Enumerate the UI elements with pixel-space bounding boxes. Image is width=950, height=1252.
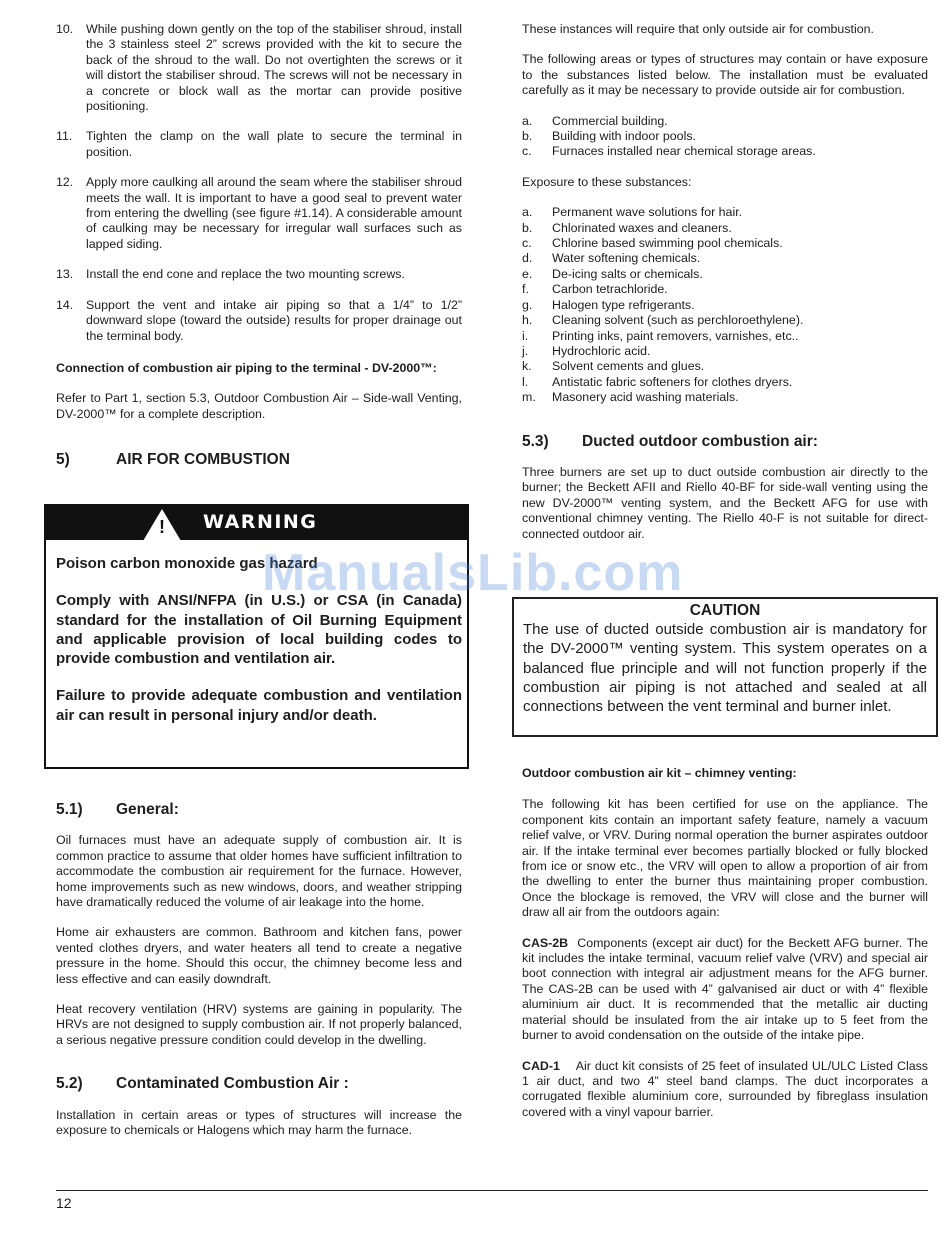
list-item bbox=[56, 298, 462, 344]
general-paragraph: Oil furnaces must have an adequate supply of combustion air. It is common practice to assume that older homes have sufficient infiltration to accommodate the combustion air requirement for the furnace. However, home improvements such as new windows, doors, and weather stripping have dramatically reduced the volume of air leakage into the home. bbox=[56, 833, 462, 910]
list-item bbox=[56, 129, 462, 160]
list-item: b. Chlorinated waxes and cleaners. bbox=[522, 220, 732, 235]
list-item: c. Chlorine based swimming pool chemicals. bbox=[522, 236, 783, 251]
warning-body bbox=[56, 554, 462, 725]
section-title: AIR FOR COMBUSTION bbox=[116, 451, 290, 469]
warning-failure: Failure to provide adequate combustion and ventilation air can result in personal injury and/or death. bbox=[56, 687, 462, 724]
item-text: Tighten the clamp on the wall plate to secure the terminal in position. bbox=[86, 129, 462, 159]
intro-paragraph: The following areas or types of structures may contain or have exposure to the substances listed below. The installation must be evaluated carefully as it may be necessary to provide outside air for combustion. bbox=[522, 52, 928, 98]
exclamation-icon: ! bbox=[159, 517, 165, 537]
caution-text: The use of ducted outside combustion air is mandatory for the DV-2000™ venting system. This system operates on a balanced flue principle and will not function properly if the combustion air piping is not attached and sealed at all connections between the vent terminal and burner inlet. bbox=[523, 621, 927, 716]
list-item bbox=[56, 22, 462, 114]
list-item: f. Carbon tetrachloride. bbox=[522, 282, 668, 297]
left-column bbox=[56, 22, 462, 468]
caution-title: CAUTION bbox=[689, 602, 761, 619]
cas-label: CAS-2B bbox=[522, 935, 569, 950]
warning-label: WARNING bbox=[203, 511, 318, 533]
cad-paragraph bbox=[522, 1059, 928, 1121]
list-item: m. Masonery acid washing materials. bbox=[522, 390, 739, 405]
list-item: h. Cleaning solvent (such as perchloroethylene). bbox=[522, 313, 804, 328]
item-number: 10. bbox=[56, 22, 74, 36]
list-item: a. Permanent wave solutions for hair. bbox=[522, 205, 743, 220]
list-item bbox=[56, 267, 462, 282]
item-number: 11. bbox=[56, 129, 73, 144]
list-item: d. Water softening chemicals. bbox=[522, 251, 701, 266]
caution-box bbox=[512, 597, 938, 737]
general-paragraph: Heat recovery ventilation (HRV) systems are gaining in popularity. The HRVs are not designed to supply combustion air. If not properly balanced, a serious negative pressure condition could develop in the dwelling. bbox=[56, 1002, 462, 1047]
item-text: Apply more caulking all around the seam where the stabiliser shroud meets the wall. It is important to have a good seal to prevent water from entering the dwelling (see figure #1.14). A considerable amount of caulking may be necessary for irregular wall surfaces such as lapped siding. bbox=[86, 175, 462, 251]
section-number: 5.2) bbox=[56, 1075, 83, 1093]
left-column-lower bbox=[56, 802, 462, 1139]
item-text: Install the end cone and replace the two mounting screws. bbox=[86, 267, 405, 282]
page-number: 12 bbox=[56, 1195, 72, 1211]
intro-paragraph: These instances will require that only outside air for combustion. bbox=[522, 22, 874, 36]
list-item: i. Printing inks, paint removers, varnishes, etc.. bbox=[522, 328, 799, 343]
footer-divider bbox=[56, 1190, 928, 1191]
warning-hazard: Poison carbon monoxide gas hazard bbox=[56, 555, 318, 572]
cas-text: Components (except air duct) for the Beckett AFG burner. The kit includes the intake terminal, vacuum relief valve (VRV) and special air boot connection with integral air adjustment means for the AFG burner. The CAS-2B can be used with 4” galvanised air duct or with 4” flexible aluminium air duct. It is recommended that the metallic air ducting material should be insulated from the air intake up to 5 feet from the burner to avoid condensation on the outside of the intake pipe. bbox=[522, 935, 928, 1043]
list-item: a. Commercial building. bbox=[522, 113, 668, 128]
item-number: 13. bbox=[56, 267, 74, 282]
warning-comply: Comply with ANSI/NFPA (in U.S.) or CSA (in Canada) standard for the installation of Oil Burning Equipment and applicable provision of local building codes to provide combustion and ventilation air. bbox=[56, 592, 462, 668]
ducted-text: Three burners are set up to duct outside combustion air directly to the burner; the Beckett AFII and Riello 40-BF for side-wall venting using the new DV-2000™ venting system, and the Beckett AFG for use with conventional chimney venting. The Riello 40-F is not suitable for direct-connected outdoor air. bbox=[522, 464, 928, 541]
list-item bbox=[56, 175, 462, 252]
exposure-intro: Exposure to these substances: bbox=[522, 174, 692, 189]
section-heading-5-2 bbox=[56, 1076, 462, 1091]
item-number: 14. bbox=[56, 297, 74, 312]
right-column-lower bbox=[522, 766, 928, 1120]
contaminated-text: Installation in certain areas or types of structures will increase the exposure to chemicals or Halogens which may harm the furnace. bbox=[56, 1107, 462, 1138]
section-heading-5-1 bbox=[56, 802, 462, 817]
list-item: l. Antistatic fabric softeners for clothes dryers. bbox=[522, 374, 793, 389]
list-item: b. Building with indoor pools. bbox=[522, 129, 696, 144]
substances-list bbox=[522, 205, 928, 405]
item-number: 12. bbox=[56, 175, 74, 190]
kit-text: The following kit has been certified for use on the appliance. The component kits contain an important safety feature, namely a vacuum relief valve, or VRV. During normal operation the burner aspirates outdoor air. If the intake terminal ever becomes partially blocked or fully blocked from ice or snow etc., the VRV will open to allow a proportion of air from the dwelling to enter the burner thus maintaining proper combustion. Once the blockage is removed, the VRV will close and the burner will draw all air from the outdoors again: bbox=[522, 797, 928, 920]
cas-paragraph bbox=[522, 936, 928, 1044]
section-title: General: bbox=[116, 801, 179, 818]
cad-label: CAD-1 bbox=[522, 1058, 560, 1073]
list-item: j. Hydrochloric acid. bbox=[522, 343, 651, 358]
item-text: While pushing down gently on the top of the stabiliser shroud, install the 3 stainless steel 2” screws provided with the kit to secure the back of the shroud to the wall. Do not overtighten the screws or it will distort the stabiliser shroud. The screws will not be necessary in a concrete or block wall as the mortar can provide positive positioning. bbox=[86, 22, 462, 114]
connection-heading: Connection of combustion air piping to the terminal - DV-2000™: bbox=[56, 360, 437, 375]
areas-list bbox=[522, 114, 928, 160]
cad-text: Air duct kit consists of 25 feet of insulated UL/ULC Listed Class 1 air duct, and two 4” steel band clamps. The duct incorporates a corrugated flexible aluminium core, surrounded by fibreglass insulation covered with a vinyl vapour barrier. bbox=[522, 1058, 928, 1119]
connection-text: Refer to Part 1, section 5.3, Outdoor Combustion Air – Side-wall Venting, DV-2000™ for a complete description. bbox=[56, 391, 462, 421]
list-item: c. Furnaces installed near chemical storage areas. bbox=[522, 144, 816, 159]
section-number: 5.3) bbox=[522, 432, 549, 450]
section-title: Contaminated Combustion Air : bbox=[116, 1075, 349, 1093]
general-paragraph: Home air exhausters are common. Bathroom and kitchen fans, power vented clothes dryers, and water heaters all tend to create a negative pressure in the home. Should this occur, the chimney become less and less effective and can easily downdraft. bbox=[56, 925, 462, 986]
list-item: g. Halogen type refrigerants. bbox=[522, 297, 695, 312]
section-heading-5-3 bbox=[522, 434, 928, 449]
section-heading-5 bbox=[56, 452, 462, 467]
warning-box bbox=[44, 504, 469, 769]
warning-header bbox=[46, 506, 467, 540]
list-item: e. De-icing salts or chemicals. bbox=[522, 266, 703, 281]
right-column bbox=[522, 22, 928, 542]
list-item: k. Solvent cements and glues. bbox=[522, 359, 705, 374]
item-text: Support the vent and intake air piping so that a 1/4” to 1/2” downward slope (toward the outside) results for proper drainage out the terminal body. bbox=[86, 297, 462, 343]
kit-heading: Outdoor combustion air kit – chimney venting: bbox=[522, 766, 797, 780]
section-number: 5.1) bbox=[56, 801, 83, 818]
section-title: Ducted outdoor combustion air: bbox=[582, 432, 818, 450]
watermark: ManualsLib.com bbox=[262, 544, 684, 602]
section-number: 5) bbox=[56, 451, 70, 469]
